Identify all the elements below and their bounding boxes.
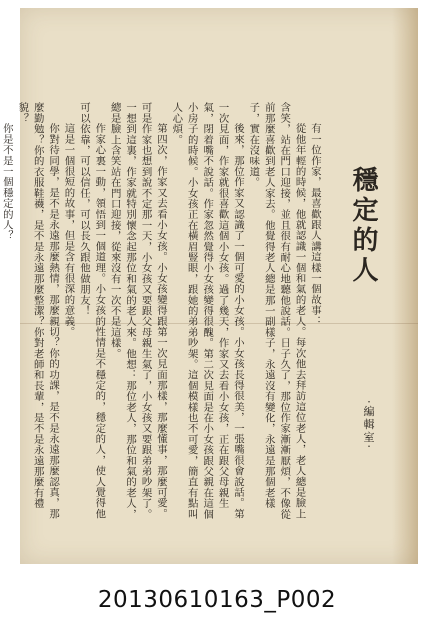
paragraph: 這是一個很短的故事，但是含有很深的意義。 xyxy=(62,122,75,337)
paragraph: 後來，那位作家又認識了一個可愛的小女孩。小女孩長得很美，一張嘴很會說話。第一次見面，作家就很喜歡這個小女孩。過了幾天，作家又去看小女孩，正在跟父母親生氣，閉着嘴不說話。作家忽然覺得小女孩變得很醜。第二次見面是在小女孩跟父親在這個小房子的時候。小女孩正在橫眉豎眼，跟她的弟弟吵架。這個模樣也不可愛，簡直有點叫人心煩。 xyxy=(170,102,244,520)
paragraph: 第四次，作家又去看小女孩。小女孩變得跟第一次見面那樣，那麼懂事，那麼可愛。可是作家也想到說不定那一天，小女孩又要跟父母親生氣了，小女孩又要跟弟弟吵架了。一想到這裏，作家就特別懷念起那位和氣的老人來。他想：那位老人，那位和氣的老人，總是臉上含笑站在門口迎接，從來沒有一次不是這樣。 xyxy=(108,102,167,520)
article-author: ‧編輯室‧ xyxy=(362,400,375,450)
image-caption: 20130610163_P002 xyxy=(97,587,337,613)
scanned-page xyxy=(0,8,418,564)
article-body xyxy=(0,102,322,522)
edge-stain xyxy=(392,8,418,564)
paragraph: 你對待同學，是不是永遠那麼熱情，那麼親切？你的功課，是不是永遠那麼認真，那麼勤勉？你的衣服鞋襪，是不是永遠那麼整潔？你對老師和長輩，是不是永遠那麼有禮貌？ xyxy=(16,102,60,519)
paragraph: 你是不是一個穩定的人？ xyxy=(0,122,13,241)
paragraph: 作家心裏一動，領悟到一個道理。小女孩的性情是不穩定的，穩定的人，使人覺得他可以依靠，可以信任，可以長久跟他做朋友！ xyxy=(77,102,106,519)
paragraph: 從他年輕的時候，他就認識一個和氣的老人。每次他去拜訪這位老人，老人總是臉上含笑，站在門口迎接，並且很有耐心地聽他說話。日子久了，那位作家漸漸厭煩，不像從前那麼喜歡到老人家去。他覺得老人總是那一副樣子，永遠沒有變化，永遠是那個老樣子，實在沒味道。 xyxy=(247,102,306,520)
paragraph: 有一位作家，最喜歡跟人講這樣一個故事： xyxy=(309,122,321,327)
article-title: 穩定的人 xyxy=(348,166,378,286)
